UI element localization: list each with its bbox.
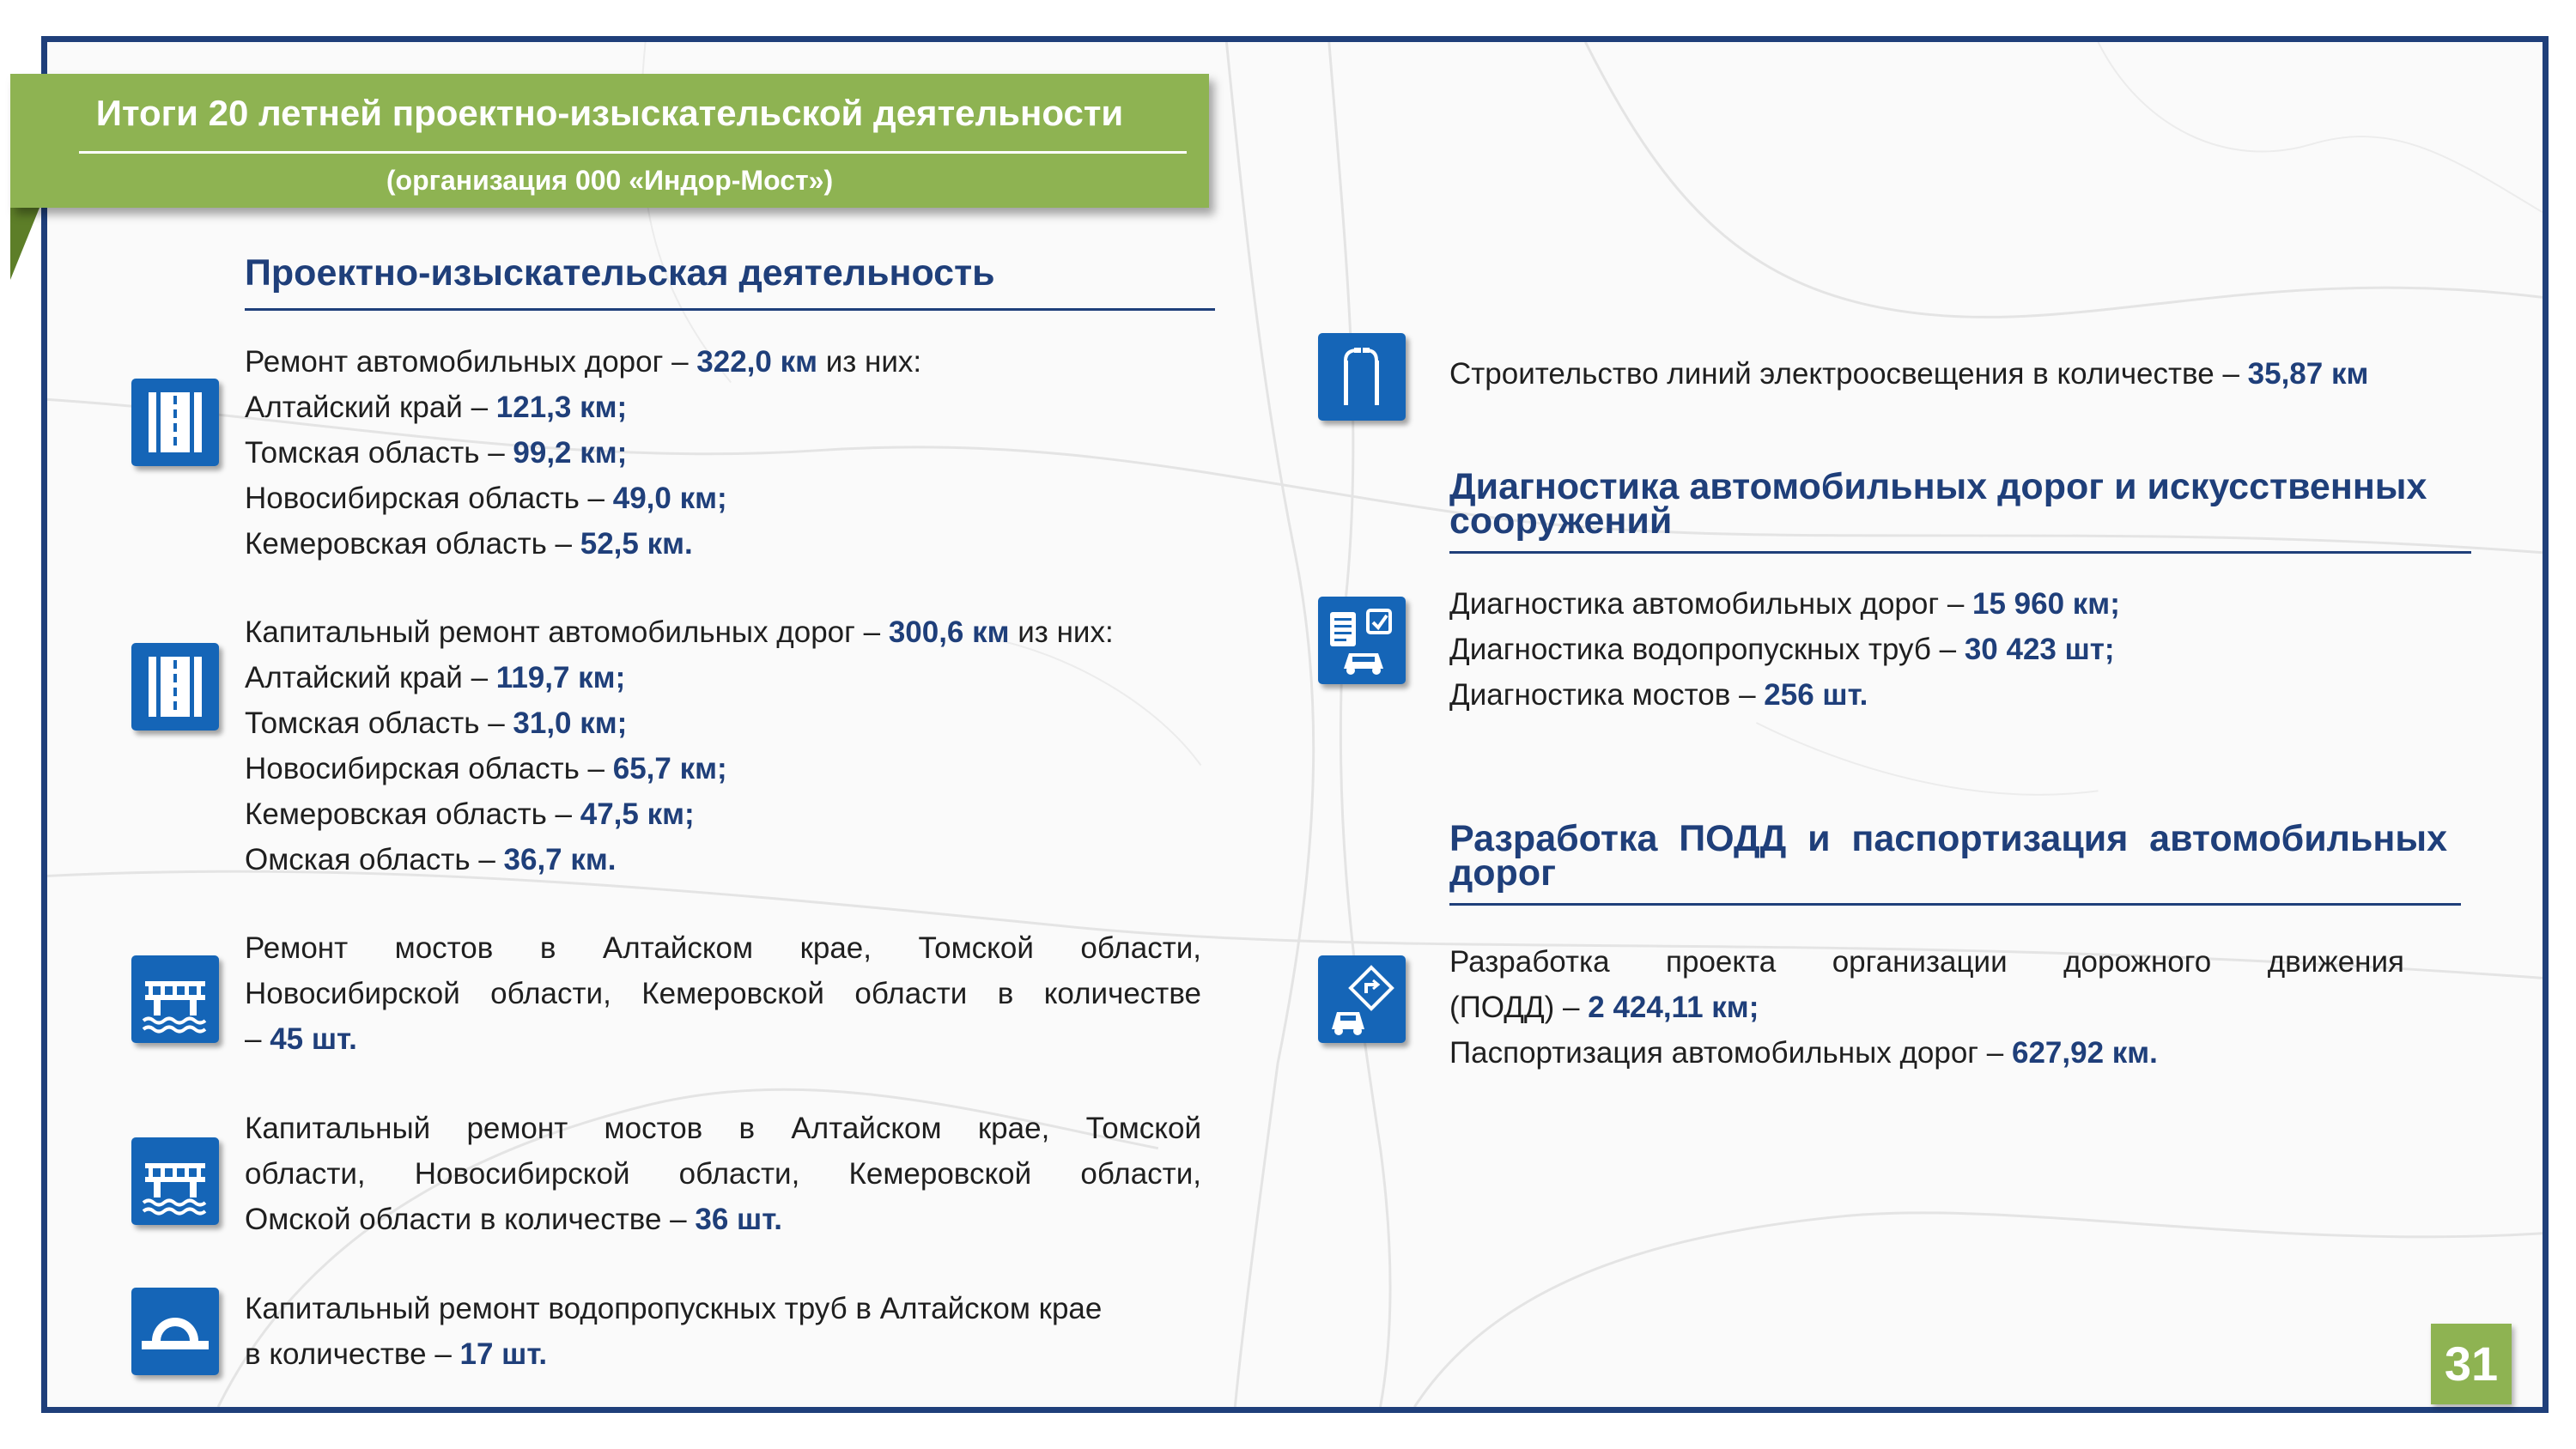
bridge-icon bbox=[131, 1137, 219, 1225]
region-label: Кемеровская область – bbox=[245, 797, 580, 831]
road-icon bbox=[131, 379, 219, 466]
list-item bbox=[245, 791, 1114, 837]
road-repair-block bbox=[245, 339, 921, 567]
podd-block bbox=[1449, 939, 2404, 1076]
list-item bbox=[1449, 627, 2120, 672]
diagnostics-heading bbox=[1449, 468, 2427, 540]
lighting-block bbox=[1449, 351, 2368, 397]
region-label: Новосибирская область – bbox=[245, 482, 613, 515]
region-label: Томская область – bbox=[245, 436, 513, 470]
bridge-repair-line-3 bbox=[245, 1016, 1201, 1062]
bridge-capital-repair-line-1: Капитальный ремонт мостов в Алтайском крае, Томской bbox=[245, 1112, 1201, 1145]
bridge-repair-line-1: Ремонт мостов в Алтайском крае, Томской области, bbox=[245, 931, 1201, 965]
region-label: Омская область – bbox=[245, 843, 504, 876]
region-value: 52,5 км. bbox=[580, 527, 693, 561]
road-repair-total: 322,0 км bbox=[696, 345, 817, 379]
podd-line-1: Разработка проекта организации дорожного движения bbox=[1449, 945, 2404, 979]
list-item bbox=[245, 430, 921, 476]
culvert-icon bbox=[131, 1288, 219, 1375]
list-item bbox=[245, 385, 921, 430]
road-capital-repair-block bbox=[245, 609, 1114, 882]
podd-heading-line-1: Разработка ПОДД и паспортизация автомобильных bbox=[1449, 818, 2447, 859]
region-value: 119,7 км; bbox=[495, 661, 626, 694]
diagnostics-icon bbox=[1318, 597, 1406, 684]
podd-line-2 bbox=[1449, 985, 2404, 1030]
road-capital-repair-intro-text: Капитальный ремонт автомобильных дорог – bbox=[245, 615, 889, 649]
list-item bbox=[245, 700, 1114, 746]
region-label: Кемеровская область – bbox=[245, 527, 580, 561]
region-label: Новосибирская область – bbox=[245, 752, 613, 785]
diagnostics-heading-line-2: сооружений bbox=[1449, 500, 1673, 542]
podd-heading-line-2: дорог bbox=[1449, 852, 1557, 894]
region-label: Алтайский край – bbox=[245, 661, 496, 694]
road-repair-intro bbox=[245, 339, 921, 385]
diagnostics-value: 15 960 км; bbox=[1972, 587, 2120, 621]
road-repair-intro-tail: из них: bbox=[817, 345, 922, 379]
slide-subtitle: (организация 000 «Индор-Мост») bbox=[386, 165, 834, 196]
list-item bbox=[1449, 672, 2120, 718]
culvert-repair-line-2 bbox=[245, 1331, 1102, 1377]
region-label: Томская область – bbox=[245, 706, 513, 740]
road-capital-repair-intro-tail: из них: bbox=[1009, 615, 1114, 649]
podd-heading bbox=[1449, 820, 2447, 892]
bridge-capital-repair-line-2: области, Новосибирской области, Кемеровской области, bbox=[245, 1157, 1201, 1191]
list-item bbox=[245, 476, 921, 521]
region-label: Алтайский край – bbox=[245, 391, 496, 424]
culvert-repair-block bbox=[245, 1286, 1102, 1377]
diagnostics-heading-line-1: Диагностика автомобильных дорог и искусственных bbox=[1449, 466, 2427, 507]
podd-line-3 bbox=[1449, 1030, 2404, 1076]
bridge-repair-line-2: Новосибирской области, Кемеровской области в количестве bbox=[245, 977, 1201, 1010]
bridge-capital-repair-block bbox=[245, 1106, 1201, 1242]
region-value: 49,0 км; bbox=[612, 482, 727, 515]
slide-title: Итоги 20 летней проектно-изыскательской деятельности bbox=[95, 93, 1124, 133]
road-icon bbox=[131, 643, 219, 731]
region-value: 36,7 км. bbox=[503, 843, 617, 876]
diagnostics-label: Диагностика мостов – bbox=[1449, 678, 1765, 712]
diagnostics-value: 30 423 шт; bbox=[1964, 633, 2115, 666]
road-repair-intro-text: Ремонт автомобильных дорог – bbox=[245, 345, 697, 379]
bridge-repair-value: 45 шт. bbox=[270, 1022, 357, 1056]
bridge-repair-block bbox=[245, 925, 1201, 1062]
podd-prefix: (ПОДД) – bbox=[1449, 991, 1589, 1024]
culvert-repair-value: 17 шт. bbox=[459, 1337, 548, 1371]
podd-value: 2 424,11 км; bbox=[1588, 991, 1759, 1024]
diagnostics-block bbox=[1449, 581, 2120, 718]
podd-heading-rule bbox=[1449, 903, 2461, 906]
list-item bbox=[245, 521, 921, 567]
bridge-repair-prefix: – bbox=[245, 1022, 270, 1056]
road-capital-repair-intro bbox=[245, 609, 1114, 655]
bridge-capital-repair-value: 36 шт. bbox=[695, 1203, 782, 1236]
left-section-heading: Проектно-изыскательская деятельность bbox=[245, 252, 995, 294]
page-number-badge: 31 bbox=[2431, 1324, 2512, 1404]
list-item bbox=[1449, 581, 2120, 627]
title-banner bbox=[10, 74, 1209, 208]
culvert-repair-prefix: в количестве – bbox=[245, 1337, 460, 1371]
region-value: 47,5 км; bbox=[580, 797, 695, 831]
lighting-value: 35,87 км bbox=[2247, 357, 2369, 391]
diagnostics-value: 256 шт. bbox=[1764, 678, 1868, 712]
left-heading-rule bbox=[245, 308, 1215, 311]
diagnostics-label: Диагностика автомобильных дорог – bbox=[1449, 587, 1973, 621]
region-value: 99,2 км; bbox=[513, 436, 628, 470]
region-value: 31,0 км; bbox=[513, 706, 628, 740]
title-banner-fold bbox=[10, 208, 39, 280]
list-item bbox=[245, 837, 1114, 882]
street-light-icon bbox=[1318, 333, 1406, 421]
bridge-icon bbox=[131, 955, 219, 1043]
traffic-sign-icon bbox=[1318, 955, 1406, 1043]
passport-value: 627,92 км. bbox=[2012, 1036, 2158, 1070]
bridge-capital-repair-line-3 bbox=[245, 1197, 1201, 1242]
bridge-capital-repair-prefix: Омской области в количестве – bbox=[245, 1203, 696, 1236]
diagnostics-heading-rule bbox=[1449, 551, 2471, 554]
region-value: 121,3 км; bbox=[495, 391, 628, 424]
list-item bbox=[245, 655, 1114, 700]
lighting-text: Строительство линий электроосвещения в количестве – bbox=[1449, 357, 2248, 391]
lighting-line bbox=[1449, 351, 2368, 397]
road-capital-repair-total: 300,6 км bbox=[888, 615, 1010, 649]
title-divider bbox=[79, 151, 1187, 154]
region-value: 65,7 км; bbox=[612, 752, 727, 785]
diagnostics-label: Диагностика водопропускных труб – bbox=[1449, 633, 1965, 666]
list-item bbox=[245, 746, 1114, 791]
culvert-repair-line-1: Капитальный ремонт водопропускных труб в Алтайском крае bbox=[245, 1292, 1103, 1325]
passport-prefix: Паспортизация автомобильных дорог – bbox=[1449, 1036, 2012, 1070]
